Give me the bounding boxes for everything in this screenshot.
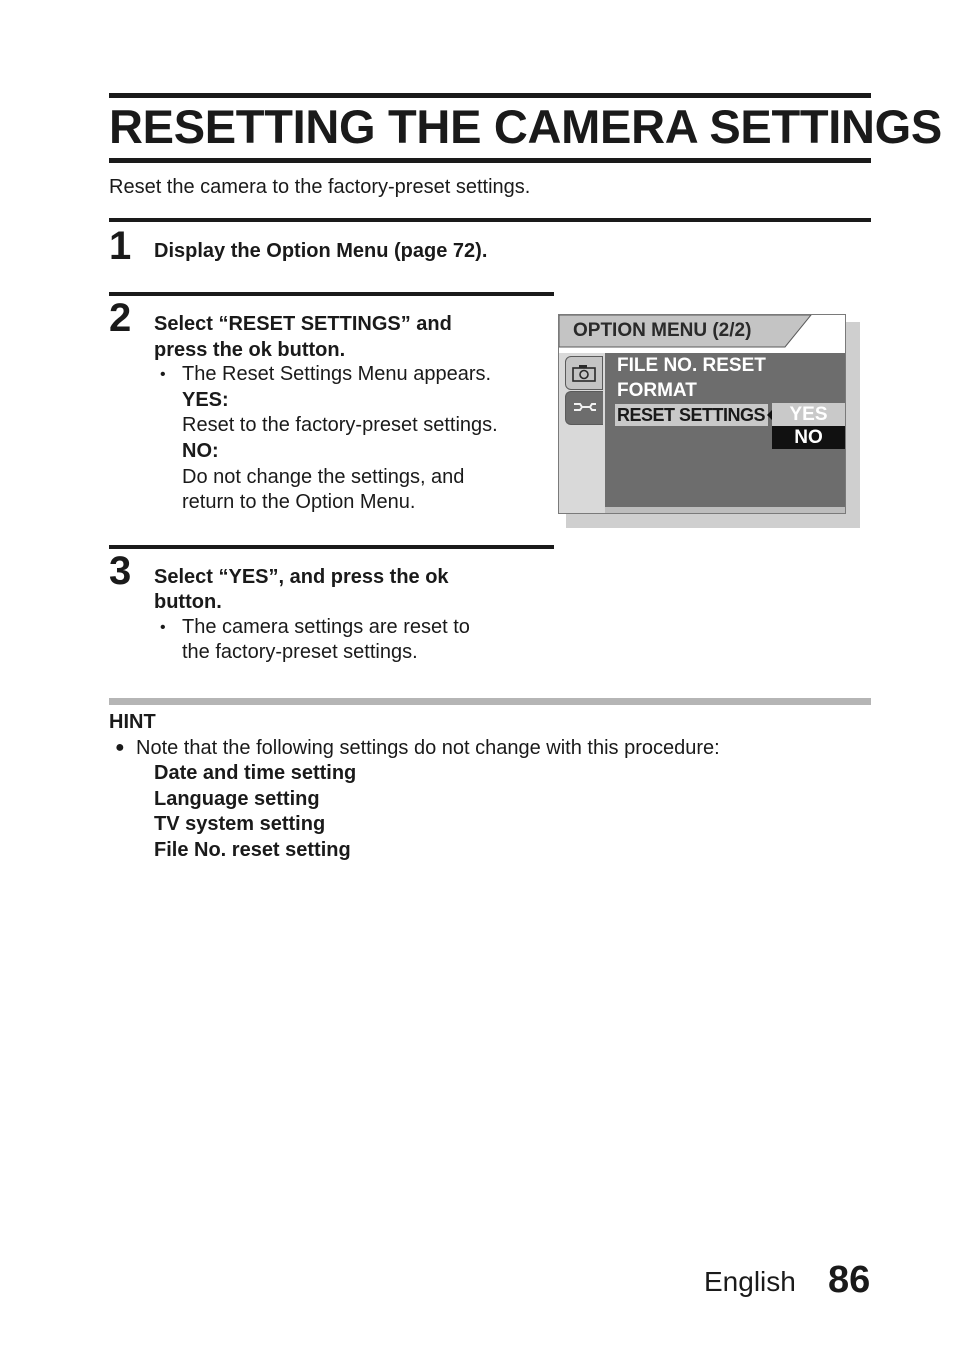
- step-3-bullet-icon: •: [160, 619, 166, 636]
- page-title: RESETTING THE CAMERA SETTINGS: [109, 100, 942, 153]
- step-1-heading: Display the Option Menu (page 72).: [154, 240, 488, 262]
- step-2-rule: [109, 292, 554, 296]
- step-2-heading-line-2: press the ok button.: [154, 339, 346, 361]
- hint-note: Note that the following settings do not change with this procedure:: [136, 737, 720, 759]
- hint-setting-date-time: Date and time setting: [154, 762, 357, 784]
- step-2-bullet: The Reset Settings Menu appears.: [182, 363, 492, 385]
- step-1-number: 1: [109, 224, 132, 268]
- option-menu-screen: [558, 314, 846, 514]
- yes-label: YES:: [182, 389, 229, 411]
- hint-rule: [109, 698, 871, 705]
- hint-label: HINT: [109, 711, 156, 733]
- intro-text: Reset the camera to the factory-preset settings.: [109, 176, 531, 198]
- no-description-line-2: return to the Option Menu.: [182, 491, 416, 513]
- title-bottom-rule: [109, 158, 871, 163]
- lcd-item-file-no-reset: FILE NO. RESET: [617, 355, 766, 376]
- step-3-number: 3: [109, 549, 132, 593]
- hint-setting-tv-system: TV system setting: [154, 813, 326, 835]
- footer-language: English: [704, 1266, 796, 1297]
- step-2-number: 2: [109, 296, 132, 340]
- step-3-bullet-line-2: the factory-preset settings.: [182, 641, 418, 663]
- lcd-option-no: NO: [772, 426, 845, 449]
- step-2-bullet-icon: •: [160, 366, 166, 383]
- no-label: NO:: [182, 440, 219, 462]
- no-description-line-1: Do not change the settings, and: [182, 466, 465, 488]
- step-3-bullet-line-1: The camera settings are reset to: [182, 616, 470, 638]
- step-3-heading-line-1: Select “YES”, and press the ok: [154, 566, 449, 588]
- step-2-heading-line-1: Select “RESET SETTINGS” and: [154, 313, 452, 335]
- step-3-rule: [109, 545, 554, 549]
- lcd-option-yes: YES: [772, 403, 845, 426]
- hint-bullet-icon: ●: [115, 739, 125, 756]
- lcd-menu-title: OPTION MENU (2/2): [573, 320, 752, 341]
- hint-setting-file-no-reset: File No. reset setting: [154, 839, 351, 861]
- lcd-item-format: FORMAT: [617, 380, 697, 401]
- step-1-rule: [109, 218, 871, 222]
- yes-description: Reset to the factory-preset settings.: [182, 414, 498, 436]
- lcd-frame-bottom: [605, 507, 845, 513]
- page-number: 86: [828, 1259, 871, 1301]
- lcd-item-reset-settings: RESET SETTINGS: [615, 404, 768, 426]
- hint-setting-language: Language setting: [154, 788, 320, 810]
- title-top-rule: [109, 93, 871, 98]
- camera-icon: [565, 356, 603, 390]
- step-3-heading-line-2: button.: [154, 591, 222, 613]
- wrench-icon: [565, 391, 603, 425]
